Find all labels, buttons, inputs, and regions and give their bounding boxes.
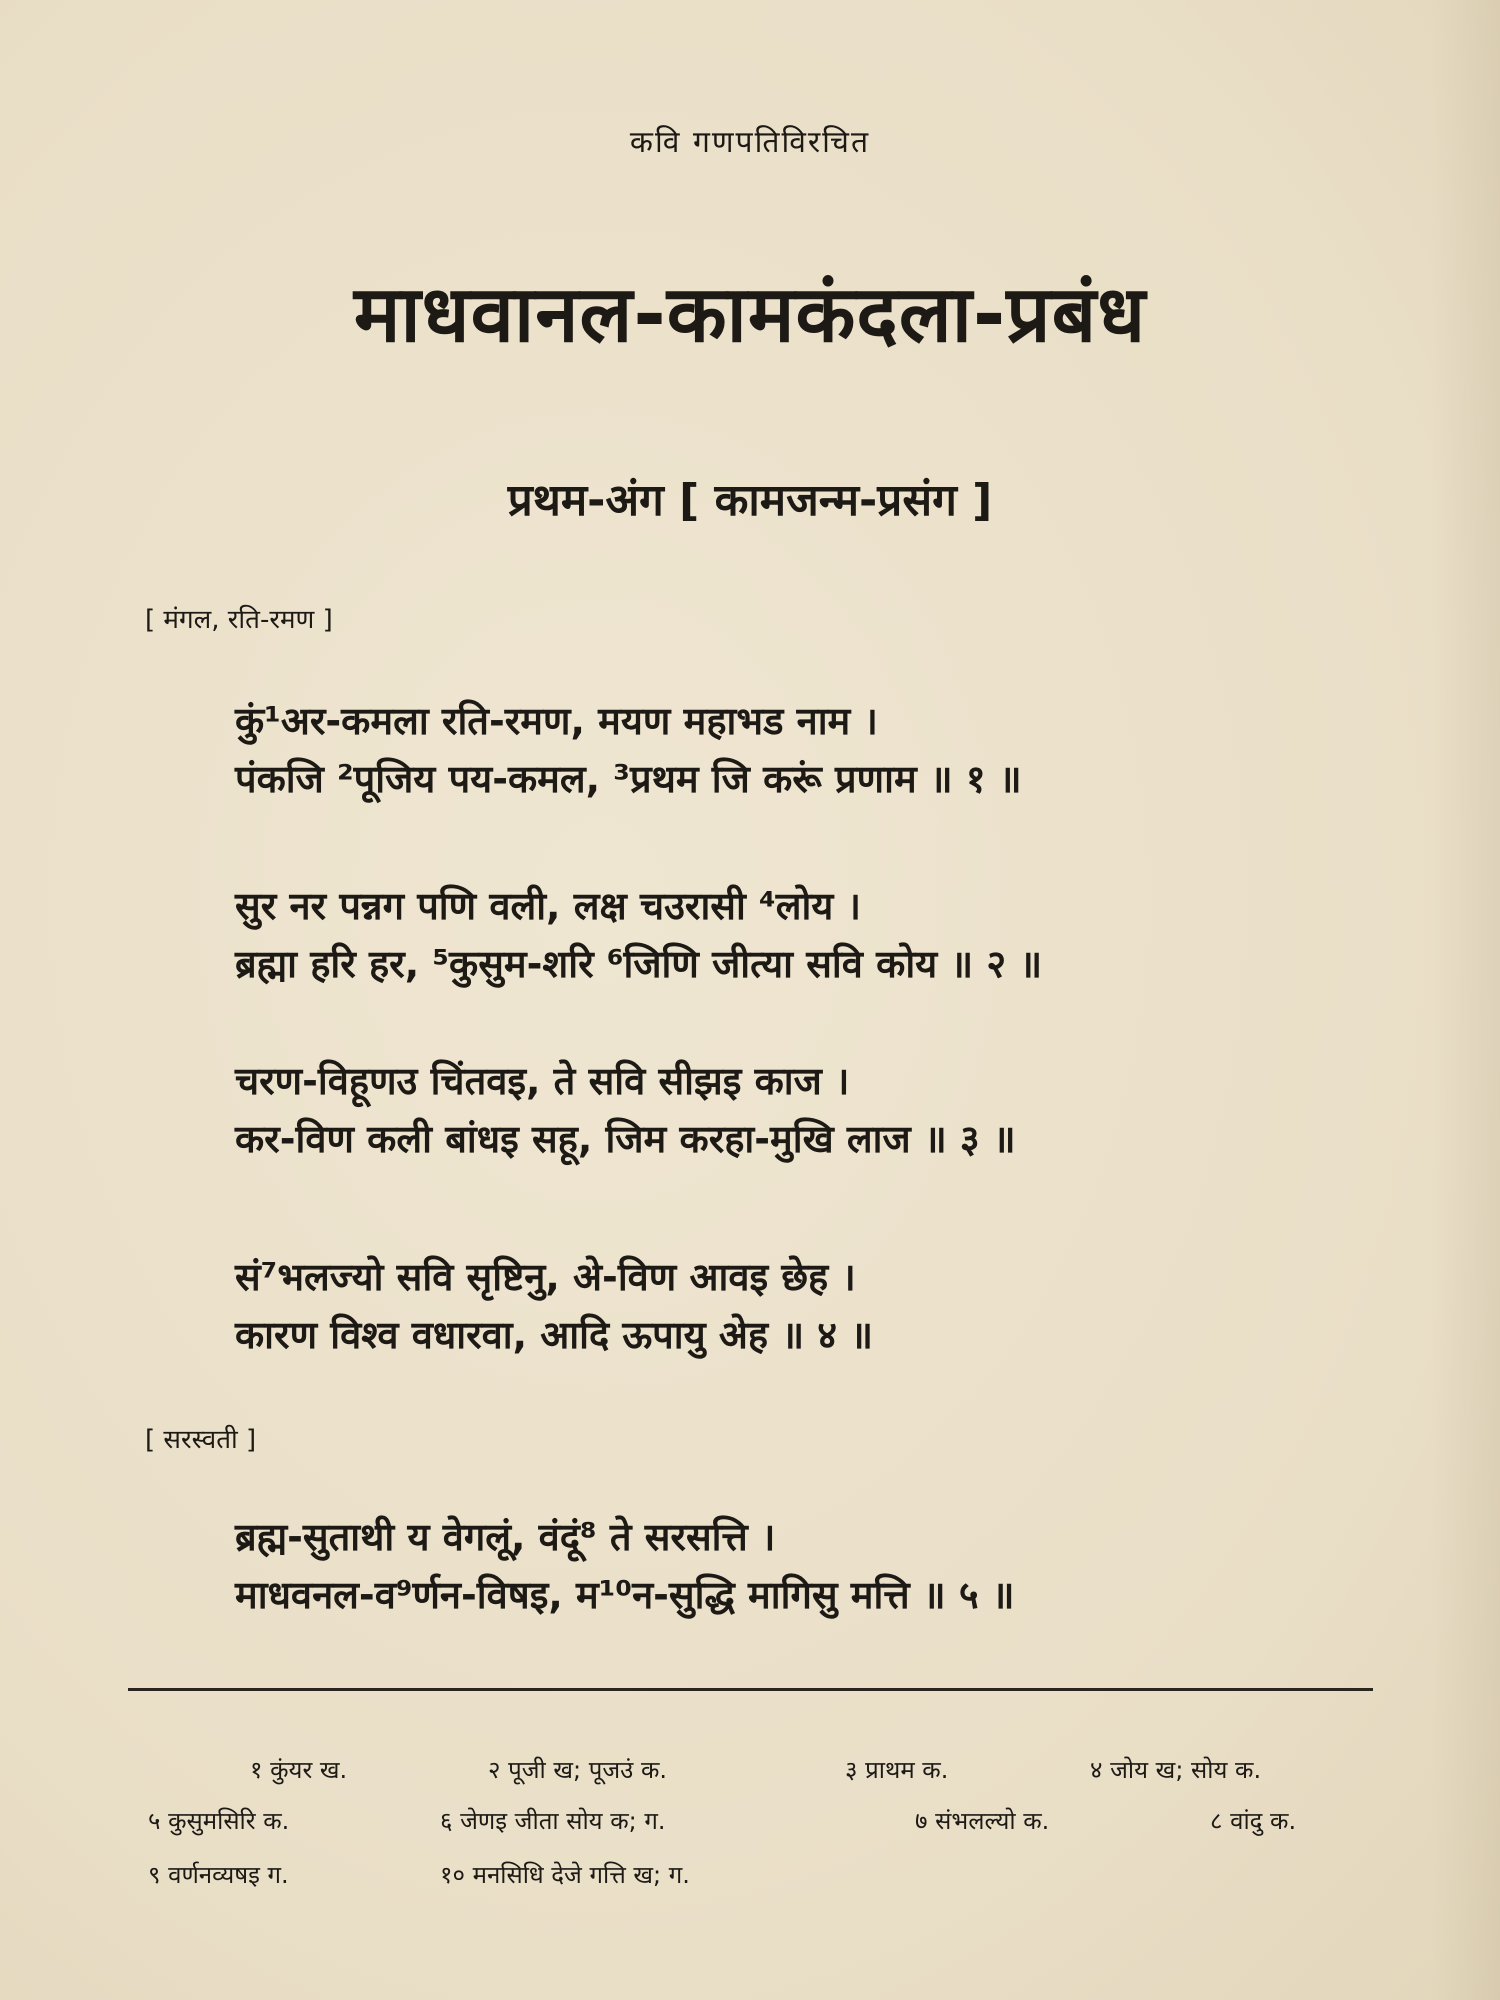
footnote-2: २ पूजी ख; पूजउं क. [488,1756,668,1784]
verse-line: कारण विश्व वधारवा, आदि ऊपायु अेह ॥ ४ ॥ [235,1313,874,1357]
verse-line: सुर नर पन्नग पणि वली, लक्ष चउरासी ⁴लोय । [235,884,861,928]
section-heading: प्रथम-अंग [ कामजन्म-प्रसंग ] [507,475,993,526]
footnote-7: ७ संभलल्यो क. [915,1807,1050,1835]
verse-4 [235,1248,873,1364]
footnote-10: १० मनसिधि देजे गत्ति ख; ग. [440,1861,690,1889]
verse-line: कुं¹अर-कमला रति-रमण, मयण महाभड नाम । [235,699,878,743]
verse-line: ब्रह्म-सुताथी य वेगलूं, वंदूं⁸ ते सरसत्ति । [235,1515,776,1559]
page-title: माधवानल-कामकंदला-प्रबंध [353,270,1147,360]
section-label-mangal: [ मंगल, रति-रमण ] [145,605,333,635]
footnote-5: ५ कुसुमसिरि क. [148,1807,290,1835]
verse-5 [235,1508,1015,1624]
verse-1 [235,692,1022,808]
verse-2 [235,877,1042,993]
verse-line: ब्रह्मा हरि हर, ⁵कुसुम-शरि ⁶जिणि जीत्या सवि कोय ॥ २ ॥ [235,942,1043,986]
verse-3 [235,1052,1016,1168]
footnote-divider [128,1688,1373,1691]
verse-line: सं⁷भलज्यो सवि सृष्टिनु, अे-विण आवइ छेह । [235,1255,856,1299]
verse-line: कर-विण कली बांधइ सहू, जिम करहा-मुखि लाज ॥ ३ ॥ [235,1117,1016,1161]
footnote-9: ९ वर्णनव्यषइ ग. [148,1861,289,1889]
footnote-4: ४ जोय ख; सोय क. [1090,1756,1262,1784]
section-label-saraswati: [ सरस्वती ] [145,1425,257,1455]
author-subtitle: कवि गणपतिविरचित [629,125,871,160]
footnote-1: १ कुंयर ख. [250,1756,348,1784]
footnote-6: ६ जेणइ जीता सोय क; ग. [440,1807,666,1835]
verse-line: पंकजि ²पूजिय पय-कमल, ³प्रथम जि करूं प्रणाम ॥ १ ॥ [235,757,1022,801]
footnote-3: ३ प्राथम क. [845,1756,949,1784]
footnote-8: ८ वांदु क. [1210,1807,1297,1835]
verse-line: चरण-विहूणउ चिंतवइ, ते सवि सीझइ काज । [235,1059,850,1103]
verse-line: माधवनल-व⁹र्णन-विषइ, म¹⁰न-सुद्धि मागिसु मत्ति ॥ ५ ॥ [235,1573,1015,1617]
